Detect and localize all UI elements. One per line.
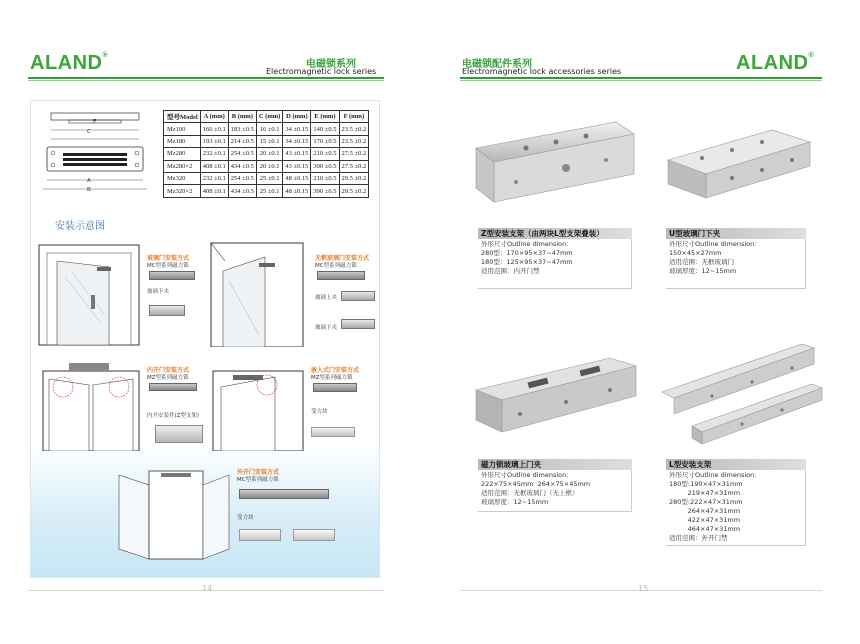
inward-door-diagram: [39, 359, 147, 451]
glass-upper-clamp-photo: [470, 350, 650, 440]
table-cell: Mz320×2: [164, 185, 201, 197]
product-spec-line: 280型:222×47×31mm: [669, 498, 743, 506]
table-header-row: [164, 111, 369, 123]
product-spec-line: 180型：125×95×37~47mm: [481, 258, 573, 266]
inward-part-label: 内开安装件(Z型支架): [147, 413, 200, 419]
table-cell: 408 ±0.1: [200, 185, 228, 197]
table-cell: 27.5 ±0.2: [339, 160, 369, 172]
product-title-glass-upper-clamp: 磁力锁玻璃上门夹: [478, 459, 632, 470]
dim-label-c: C: [87, 129, 91, 135]
left-content-panel: [30, 100, 380, 578]
table-cell: 408 ±0.1: [200, 160, 228, 172]
glass-part-label: 玻璃下夹: [147, 289, 170, 295]
install-section-title: 安装示意图: [55, 221, 105, 232]
mc-lock-image: [149, 271, 195, 280]
header-rule: [460, 77, 822, 79]
table-cell: 15 ±0.1: [256, 135, 282, 147]
page-title-cn: 电磁锁系列: [306, 59, 356, 70]
embedded-part-label: 受力块: [311, 409, 328, 415]
inward-install-title: 内开门安装方式: [147, 367, 190, 374]
z-bracket-image: [155, 425, 203, 443]
table-cell: 193 ±0.1: [200, 135, 228, 147]
table-row: [164, 185, 369, 197]
outward-door-diagram: [115, 463, 233, 563]
right-page: [430, 0, 860, 644]
table-cell: 183 ±0.5: [228, 123, 256, 135]
product-spec-line: 180型:190×47×31mm: [669, 480, 743, 488]
page-title-cn: 电磁锁配件系列: [462, 59, 532, 70]
product-spec-line: 外形尺寸Outline dimension：: [669, 240, 761, 248]
embedded-door-diagram: [209, 359, 309, 451]
table-cell: 43 ±0.15: [283, 160, 311, 172]
col-header: C (mm): [256, 111, 282, 123]
product-spec-line: 适用范围：内开门禁: [481, 267, 540, 275]
table-cell: 25 ±0.1: [256, 185, 282, 197]
z-bracket-photo: [466, 110, 646, 220]
product-title-z-bracket: Z型安装支架（由两块L型支架叠装）: [478, 228, 632, 239]
table-cell: 34 ±0.15: [283, 123, 311, 135]
table-cell: 390 ±0.5: [311, 160, 339, 172]
product-spec-line: 150×45×27mm: [669, 249, 722, 257]
dim-label-b: B: [87, 187, 91, 193]
table-cell: 434 ±0.5: [228, 185, 256, 197]
page-number: 15: [638, 584, 649, 593]
table-cell: 48 ±0.15: [283, 172, 311, 184]
col-header: F (mm): [339, 111, 369, 123]
table-cell: 34 ±0.15: [283, 135, 311, 147]
table-cell: Mz100: [164, 123, 201, 135]
page-title-en: Electromagnetic lock series: [266, 67, 377, 76]
table-cell: 27.5 ±0.2: [339, 148, 369, 160]
table-row: [164, 172, 369, 184]
product-spec-line: 玻璃厚度：12~15mm: [481, 498, 549, 506]
product-spec-line: 422×47×31mm: [669, 516, 741, 524]
mc-lock-image-3: [239, 489, 329, 499]
product-spec-line: 219×47×31mm: [669, 489, 741, 497]
glass-upper-clamp-image: [341, 291, 375, 301]
col-header: E (mm): [311, 111, 339, 123]
header-rule-thin: [28, 80, 384, 81]
mz-lock-image: [149, 383, 197, 391]
table-cell: 214 ±0.5: [228, 135, 256, 147]
glass-lower-clamp-image: [341, 319, 375, 329]
table-row: [164, 135, 369, 147]
glass-install-title: 玻璃门安装方式: [147, 255, 190, 262]
product-spec-line: 适用范围：无框玻璃门（无上框）: [481, 489, 579, 497]
inward-install-sub: MZ型系列磁力锁: [147, 375, 189, 381]
product-spec-line: 玻璃厚度：12~15mm: [669, 267, 737, 275]
col-header: B (mm): [228, 111, 256, 123]
table-cell: 390 ±0.5: [311, 185, 339, 197]
embedded-install-title: 嵌入式门安装方式: [311, 367, 360, 374]
product-spec-line: 280型：170×95×37~47mm: [481, 249, 573, 257]
outward-install-sub: MC型系列磁力锁: [237, 477, 279, 483]
table-cell: 170 ±0.5: [311, 135, 339, 147]
table-cell: 140 ±0.5: [311, 123, 339, 135]
table-cell: Mz280×2: [164, 160, 201, 172]
spec-table: [163, 110, 369, 198]
glass-door-diagram: [35, 237, 147, 347]
table-cell: 23.5 ±0.2: [339, 123, 369, 135]
product-spec-line: 264×47×31mm: [669, 507, 741, 515]
frameless-install-title: 无框玻璃门安装方式: [315, 255, 370, 262]
l-bracket-photo: [652, 340, 832, 450]
table-cell: 232 ±0.1: [200, 148, 228, 160]
product-spec-line: 外形尺寸Outline dimension：: [669, 471, 761, 479]
table-row: [164, 148, 369, 160]
dim-label-a: A: [87, 178, 91, 184]
table-cell: Mz280: [164, 148, 201, 160]
frameless-install-sub: MC型系列磁力锁: [315, 263, 357, 269]
product-spec-line: 外形尺寸Outline dimension：: [481, 471, 573, 479]
product-spec-line: 外形尺寸Outline dimension：: [481, 240, 573, 248]
product-spec-line: 222×75×45mm 264×75×45mm: [481, 480, 591, 488]
table-cell: 16 ±0.1: [256, 123, 282, 135]
header-rule-thin: [460, 80, 822, 81]
page-number: 14: [202, 584, 213, 593]
glass-clamp-image: [149, 305, 185, 316]
table-cell: 29.5 ±0.2: [339, 172, 369, 184]
table-cell: 160 ±0.1: [200, 123, 228, 135]
outward-install-title: 外开门安装方式: [237, 469, 280, 476]
armature-plate-image: [311, 427, 355, 437]
aland-logo: ALAND®: [736, 52, 815, 74]
frameless-part2-label: 玻璃下夹: [315, 325, 338, 331]
product-spec-line: 适用范围：无框玻璃门: [669, 258, 734, 266]
mz-lock-image-2: [313, 383, 357, 392]
product-spec-line: 适用范围：外开门禁: [669, 534, 728, 542]
table-cell: Mz320: [164, 172, 201, 184]
armature-plate-image-2: [239, 529, 281, 541]
dim-label-e: E: [93, 119, 97, 125]
table-cell: Mz180: [164, 135, 201, 147]
table-cell: 210 ±0.5: [311, 172, 339, 184]
table-cell: 254 ±0.5: [228, 172, 256, 184]
col-header: D (mm): [283, 111, 311, 123]
product-title-l-bracket: L型安装支架: [666, 459, 806, 470]
aland-logo: ALAND®: [30, 52, 109, 74]
product-title-u-clamp: U型玻璃门下夹: [666, 228, 806, 239]
product-spec-line: 464×47×31mm: [669, 525, 741, 533]
table-cell: 48 ±0.15: [283, 185, 311, 197]
table-row: [164, 160, 369, 172]
armature-plate-image-3: [293, 529, 335, 541]
table-cell: 29.5 ±0.2: [339, 185, 369, 197]
outward-part-label: 受力块: [237, 515, 254, 521]
header-rule: [28, 77, 384, 79]
lock-dimension-drawing: [37, 109, 159, 199]
table-cell: 20 ±0.1: [256, 160, 282, 172]
table-cell: 43 ±0.15: [283, 148, 311, 160]
table-cell: 254 ±0.5: [228, 148, 256, 160]
embedded-install-sub: MZ型系列磁力锁: [311, 375, 353, 381]
table-cell: 20 ±0.1: [256, 148, 282, 160]
mc-lock-image-2: [317, 271, 365, 280]
col-header: A (mm): [200, 111, 228, 123]
table-cell: 25 ±0.1: [256, 172, 282, 184]
glass-install-sub: MC型系列磁力锁: [147, 263, 189, 269]
table-cell: 232 ±0.1: [200, 172, 228, 184]
col-header: 型号Model: [164, 111, 201, 123]
u-clamp-photo: [662, 112, 822, 202]
page-title-en: Electromagnetic lock accessories series: [462, 67, 622, 76]
table-row: [164, 123, 369, 135]
frameless-part-label: 玻璃上夹: [315, 295, 338, 301]
table-cell: 434 ±0.5: [228, 160, 256, 172]
frameless-door-diagram: [207, 237, 307, 347]
table-cell: 210 ±0.5: [311, 148, 339, 160]
table-cell: 23.5 ±0.2: [339, 135, 369, 147]
